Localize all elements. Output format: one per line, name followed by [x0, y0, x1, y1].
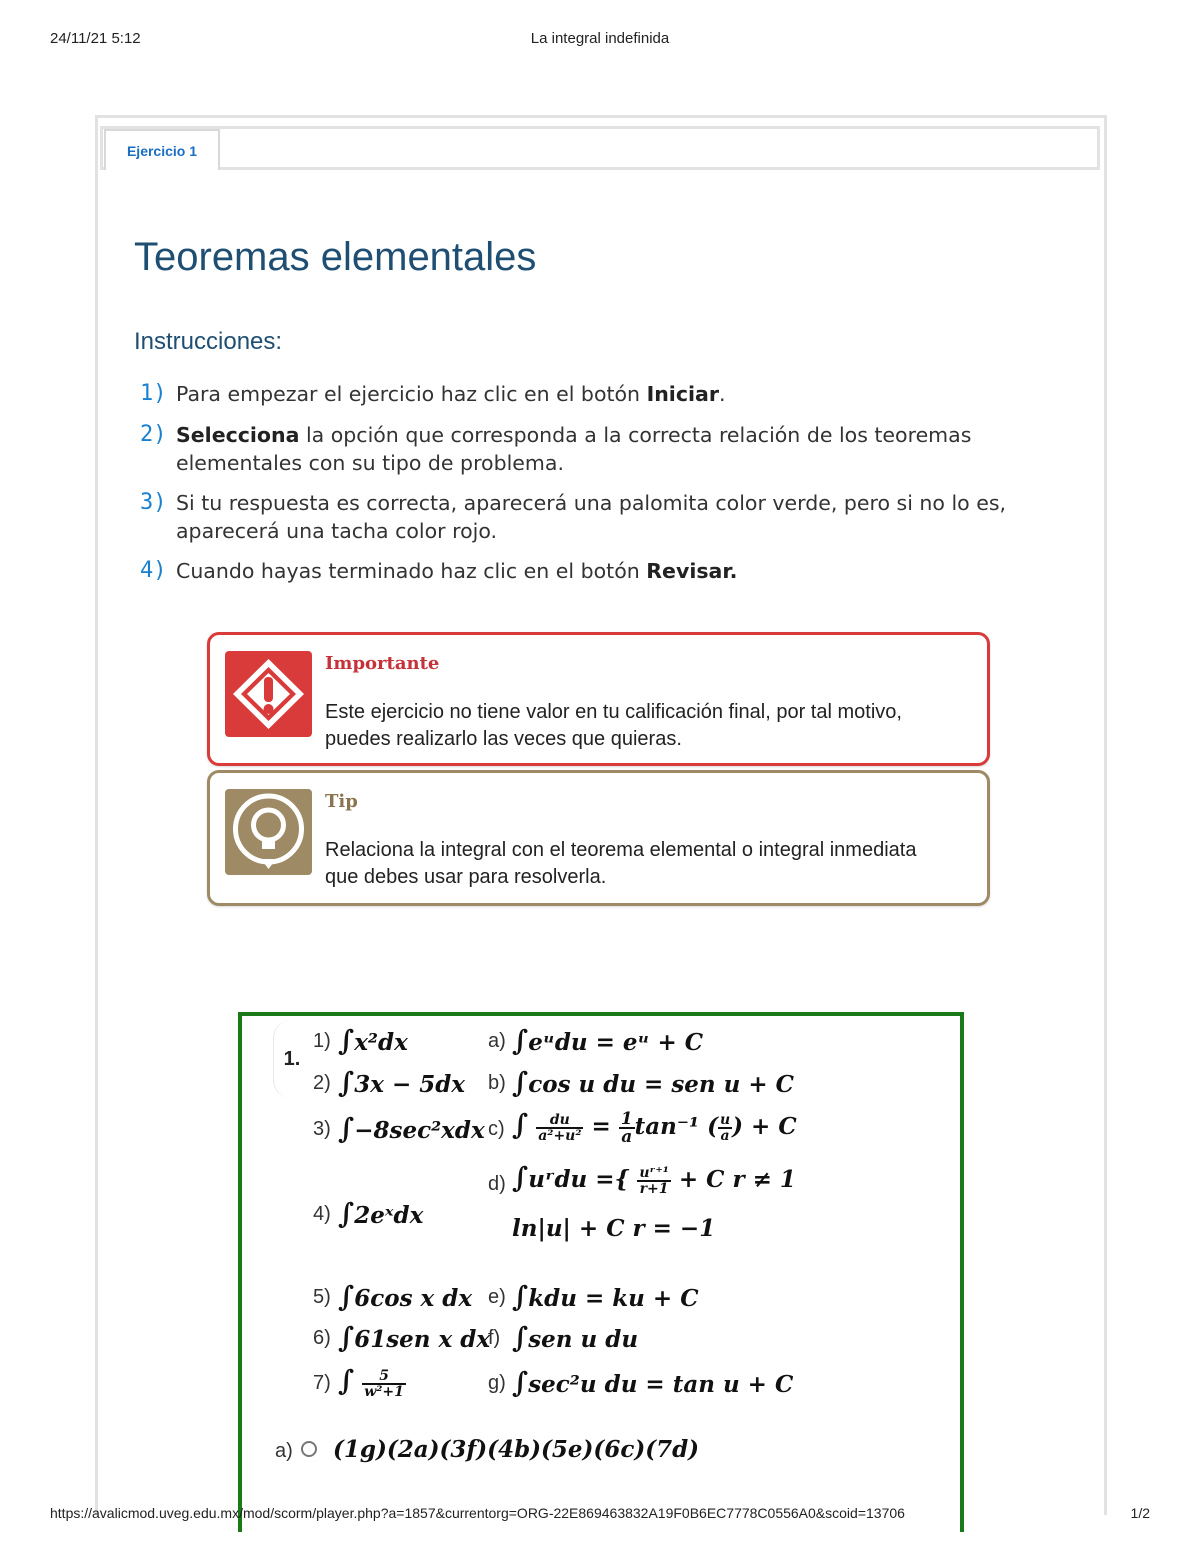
tab-bar [100, 126, 1100, 170]
option-label-a: a) [275, 1440, 293, 1462]
step-bold: Selecciona [176, 423, 300, 447]
right-label-c: c) [488, 1118, 505, 1140]
option-value-a: (1g)(2a)(3f)(4b)(5e)(6c)(7d) [333, 1436, 700, 1463]
right-label-e: e) [488, 1286, 506, 1308]
left-expr-1: ∫x²dx [338, 1024, 408, 1057]
right-expr-d-case2: ln|u| + C r = −1 [512, 1215, 716, 1242]
page-title: Teoremas elementales [134, 235, 537, 279]
warning-icon [225, 651, 312, 737]
left-label-6: 6) [313, 1327, 331, 1349]
step-text-after: . [718, 382, 726, 406]
step-number: 3) [140, 490, 167, 515]
right-expr-g: ∫sec²u du = tan u + C [512, 1366, 794, 1399]
instruction-step-1 [140, 380, 1070, 408]
print-footer [50, 1505, 1150, 1525]
print-page-number: 1/2 [1130, 1505, 1150, 1521]
left-expr-7: ∫ $\frac{5}{\text{w²+1}}$ [338, 1364, 404, 1400]
right-label-d: d) [488, 1173, 506, 1195]
important-callout [207, 632, 990, 766]
step-text: Si tu respuesta es correcta, aparecerá una palomita color verde, pero si no lo es, aparecerá una tacha color rojo. [176, 491, 1007, 543]
right-label-g: g) [488, 1372, 506, 1394]
tip-callout [207, 770, 990, 906]
right-expr-f: ∫sen u du [512, 1321, 639, 1354]
left-label-3: 3) [313, 1118, 331, 1140]
left-label-5: 5) [313, 1286, 331, 1308]
right-expr-a: ∫eᵘdu = eᵘ + C [512, 1024, 704, 1057]
tip-body: Relaciona la integral con el teorema elemental o integral inmediata que debes usar para resolverla. [325, 839, 917, 888]
instruction-step-3 [140, 489, 1070, 545]
important-body: Este ejercicio no tiene valor en tu calificación final, por tal motivo, puedes realizarlo las veces que quieras. [325, 701, 902, 750]
left-label-1: 1) [313, 1030, 331, 1052]
print-title: La integral indefinida [530, 30, 670, 47]
right-expr-e: ∫kdu = ku + C [512, 1280, 699, 1313]
print-header [50, 30, 1150, 50]
right-expr-c: ∫ $\frac{du}{\text{a²+u²}}$ = $\frac{1}{a}$ tan⁻¹ ( $\frac{u}{a}$ ) + C [512, 1108, 797, 1147]
step-number: 2) [140, 422, 167, 447]
left-expr-3: ∫−8sec²xdx [338, 1112, 485, 1145]
step-number: 1) [140, 381, 167, 406]
important-title: Importante [325, 653, 440, 674]
step-text-after: la opción que corresponda a la correcta relación de los teoremas elementales con su tipo de problema. [176, 423, 972, 475]
step-text: Cuando hayas terminado haz clic en el botón [176, 559, 647, 583]
right-label-b: b) [488, 1072, 506, 1094]
left-expr-6: ∫61sen x dx [338, 1321, 491, 1354]
tip-title: Tip [325, 791, 358, 812]
left-expr-5: ∫6cos x dx [338, 1280, 473, 1313]
question-number: 1. [273, 1020, 310, 1098]
step-number: 4) [140, 558, 167, 583]
left-expr-4: ∫2eˣdx [338, 1197, 424, 1230]
right-expr-d: ∫uʳdu ={ $\frac{\text{uʳ⁺¹}}{r+1}$ + C r ≠ 1 [512, 1161, 796, 1197]
print-date: 24/11/21 5:12 [50, 30, 141, 47]
step-text: Para empezar el ejercicio haz clic en el botón [176, 382, 647, 406]
instructions-title: Instrucciones: [134, 328, 283, 355]
lightbulb-icon [225, 789, 312, 875]
tab-ejercicio-1[interactable]: Ejercicio 1 [104, 129, 220, 170]
right-label-a: a) [488, 1030, 506, 1052]
instruction-step-4 [140, 557, 1070, 585]
left-expr-2: ∫3x − 5dx [338, 1066, 466, 1099]
left-label-4: 4) [313, 1203, 331, 1225]
right-expr-b: ∫cos u du = sen u + C [512, 1066, 794, 1099]
instruction-step-2 [140, 421, 1070, 477]
left-label-7: 7) [313, 1372, 331, 1394]
step-bold: Iniciar [646, 382, 719, 406]
option-radio-a[interactable] [301, 1441, 317, 1457]
print-url: https://avalicmod.uveg.edu.mx/mod/scorm/player.php?a=1857&currentorg=ORG-22E869463832A19F0B6EC7778C0556A0&scoid=13706 [50, 1505, 905, 1521]
step-bold: Revisar. [646, 559, 738, 583]
left-label-2: 2) [313, 1072, 331, 1094]
right-label-f: f) [488, 1327, 501, 1349]
